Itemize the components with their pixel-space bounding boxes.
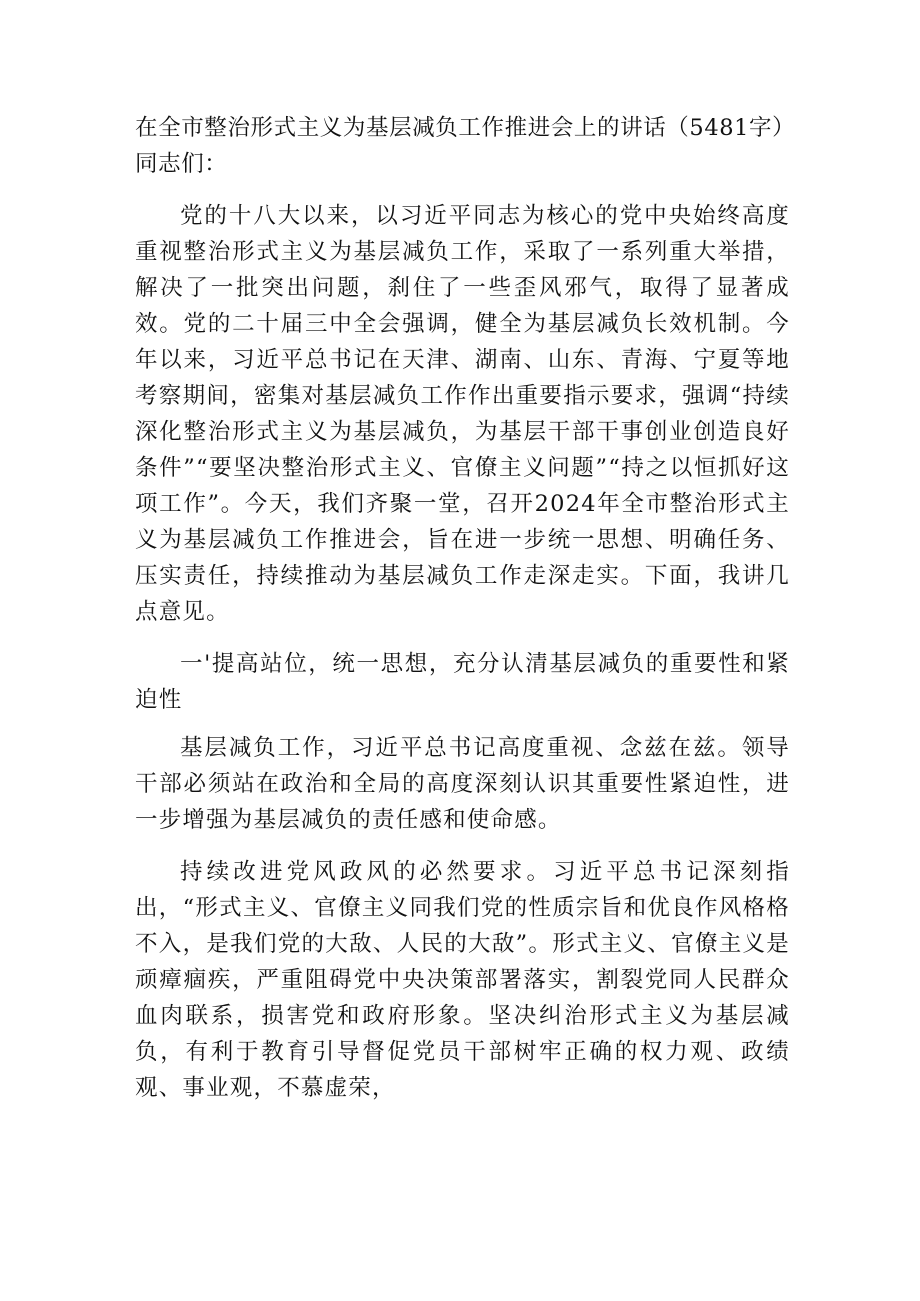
section-heading-1: 一'提高站位，统一思想，充分认清基层减负的重要性和紧迫性 — [135, 651, 790, 713]
paragraph-party-style: 持续改进党风政风的必然要求。习近平总书记深刻指出，“形式主义、官僚主义同我们党的性质宗旨和优良作风格格不入，是我们党的大敌、人民的大敌”。形式主义、官僚主义是顽瘴痼疾，严重阻碍党中央决策部署落实，割裂党同人民群众血肉联系，损害党和政府形象。坚决纠治形式主义为基层减负，有利于教育引导督促党员干部树牢正确的权力观、政绩观、事业观，不慕虚荣， — [135, 859, 790, 1101]
paragraph-section-1-intro: 基层减负工作，习近平总书记高度重视、念兹在兹。领导干部必须站在政治和全局的高度深刻认识其重要性紧迫性，进一步增强为基层减负的责任感和使命感。 — [135, 735, 790, 833]
document-title: 在全市整治形式主义为基层减负工作推进会上的讲话（5481字） — [135, 115, 796, 141]
greeting: 同志们： — [135, 151, 228, 177]
paragraph-intro: 党的十八大以来，以习近平同志为核心的党中央始终高度重视整治形式主义为基层减负工作，采取了一系列重大举措，解决了一批突出问题，刹住了一些歪风邪气，取得了显著成效。党的二十届三中全会强调，健全为基层减负长效机制。今年以来，习近平总书记在天津、湖南、山东、青海、宁夏等地考察期间，密集对基层减负工作作出重要指示要求，强调“持续深化整治形式主义为基层减负，为基层干部干事创业创造良好条件”“要坚决整治形式主义、官僚主义问题”“持之以恒抓好这项工作”。今天，我们齐聚一堂，召开2024年全市整治形式主义为基层减负工作推进会，旨在进一步统一思想、明确任务、压实责任，持续推动为基层减负工作走深走实。下面，我讲几点意见。 — [135, 203, 790, 625]
document-body — [135, 110, 796, 1122]
